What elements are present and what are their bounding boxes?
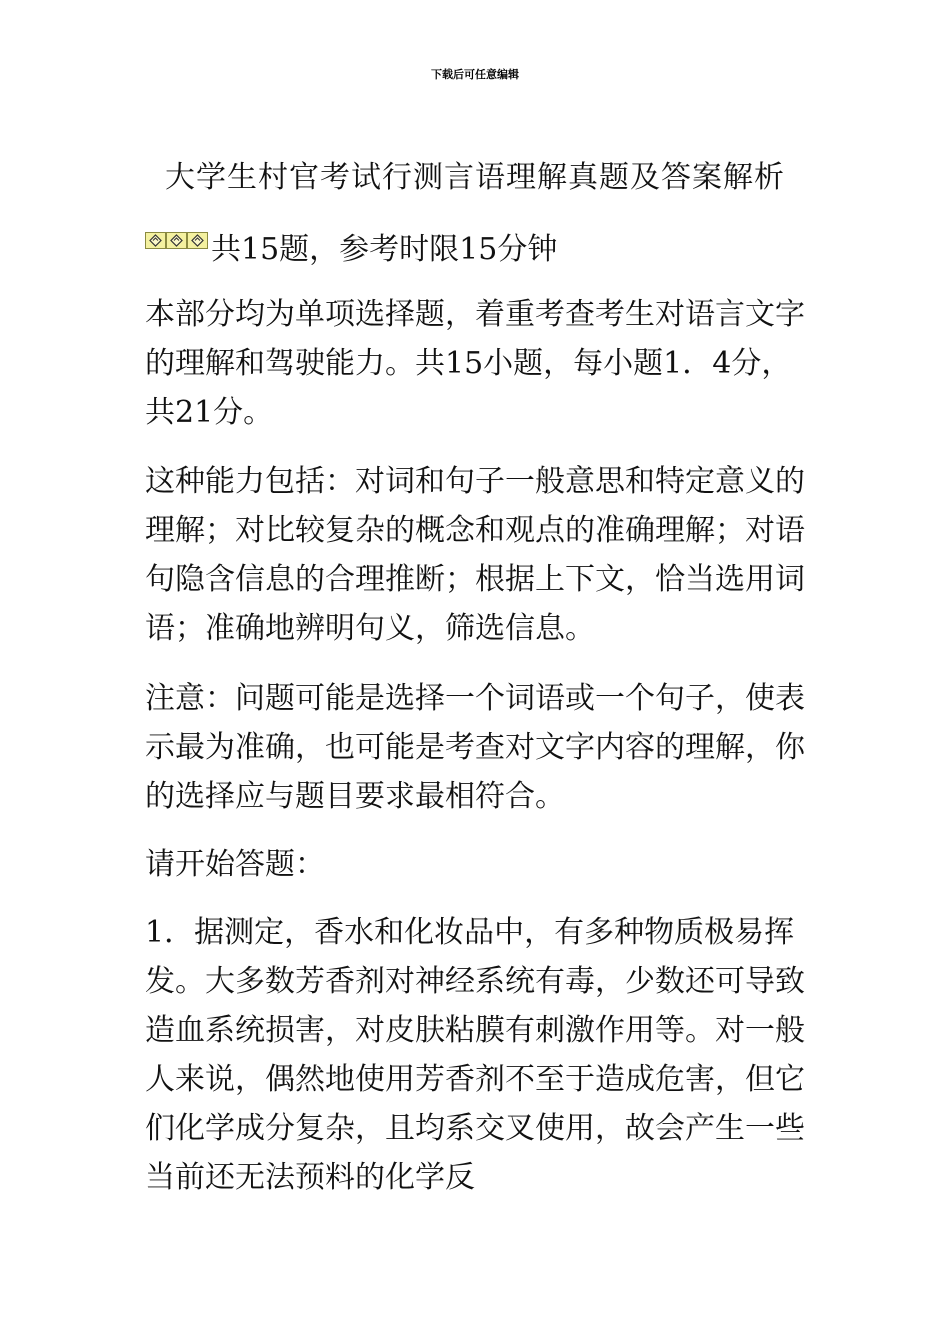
paragraph-start: 请开始答题： [145, 847, 325, 882]
paragraph-overview: 本部分均为单项选择题，着重考查考生对语言文字的理解和驾驶能力。共15小题，每小题1．4分，共21分。 [145, 297, 805, 430]
diamond-icon-group [145, 232, 208, 249]
paragraph-abilities: 这种能力包括：对词和句子一般意思和特定意义的理解；对比较复杂的概念和观点的准确理解；对语句隐含信息的合理推断；根据上下文，恰当选用词语；准确地辨明句义，筛选信息。 [145, 464, 805, 646]
question-1-text: 1．据测定，香水和化妆品中，有多种物质极易挥发。大多数芳香剂对神经系统有毒，少数还可导致造血系统损害，对皮肤粘膜有刺激作用等。对一般人来说，偶然地使用芳香剂不至于造成危害，但它们化学成分复杂，且均系交叉使用，故会产生一些当前还无法预料的化学反 [145, 915, 805, 1195]
diamond-icon [145, 232, 166, 249]
intro-text: 共15题，参考时限15分钟 [211, 232, 558, 267]
paragraph-note: 注意：问题可能是选择一个词语或一个句子，使表示最为准确，也可能是考查对文字内容的理解，你的选择应与题目要求最相符合。 [145, 681, 805, 814]
document-title: 大学生村官考试行测言语理解真题及答案解析 [165, 160, 785, 195]
diamond-icon [187, 232, 208, 249]
header-note: 下载后可任意编辑 [431, 68, 519, 81]
intro-line [145, 224, 825, 268]
diamond-icon [166, 232, 187, 249]
